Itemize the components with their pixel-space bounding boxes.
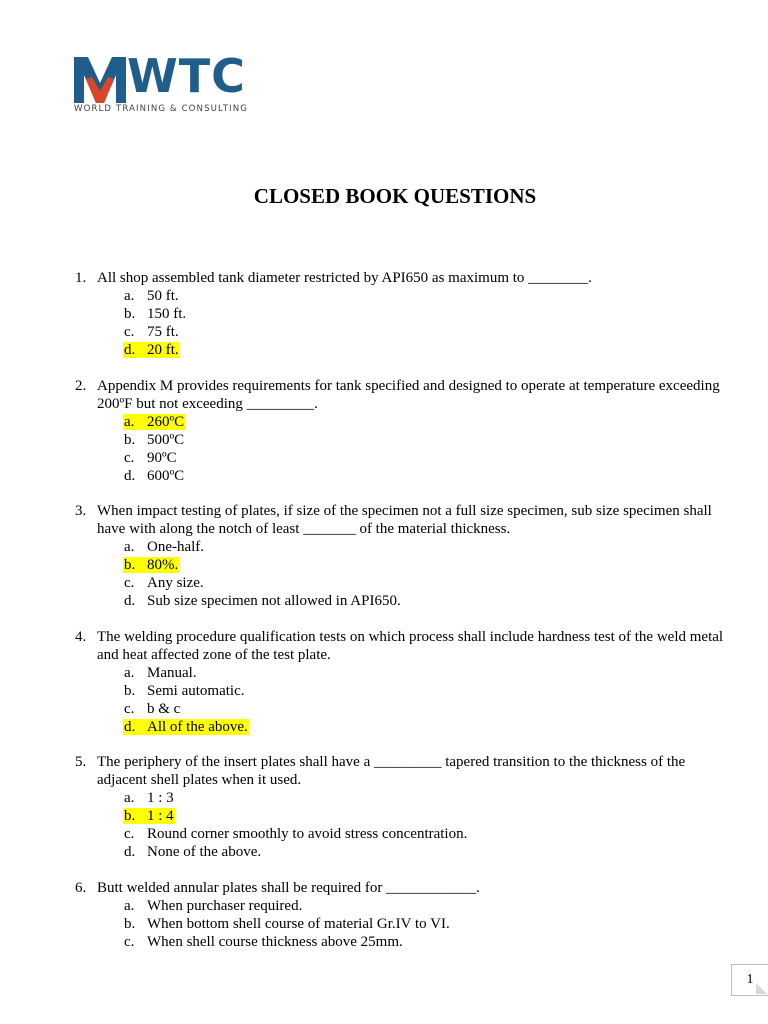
answer-option: [0, 556, 768, 574]
answer-option: [0, 664, 768, 682]
option-text: Round corner smoothly to avoid stress concentration.: [147, 826, 468, 842]
answer-option: [0, 825, 768, 843]
answer-option: [0, 933, 768, 951]
option-text: All of the above.: [147, 718, 248, 735]
option-letter: b.: [124, 431, 136, 448]
logo-text: WTC: [127, 49, 246, 103]
option-text: 1 : 3: [147, 790, 174, 806]
wtc-logo: [74, 49, 264, 117]
answer-option: [0, 592, 768, 610]
answer-option: [0, 413, 768, 431]
option-text: 20 ft.: [147, 342, 179, 358]
answer-option: [0, 807, 768, 825]
answer-option: [0, 449, 768, 467]
answer-option: [0, 843, 768, 861]
option-text: b & c: [147, 700, 181, 717]
answer-option: [0, 538, 768, 556]
page-number: 1: [731, 964, 768, 996]
question-number: 2.: [75, 377, 87, 394]
option-text: 50 ft.: [147, 288, 179, 304]
question-item: [0, 269, 768, 359]
option-text: 90ºC: [147, 449, 177, 466]
option-text: 1 : 4: [147, 808, 174, 824]
page-curl-icon: [756, 983, 767, 994]
option-letter: a.: [124, 539, 135, 555]
option-letter: b.: [124, 682, 136, 699]
option-letter: d.: [124, 342, 136, 358]
option-letter: c.: [124, 449, 135, 466]
option-text: One-half.: [147, 539, 205, 555]
question-text: The welding procedure qualification tests on which process shall include hardness test of the weld metal and heat affected zone of the test plate.: [97, 628, 724, 663]
option-letter: b.: [124, 557, 136, 573]
option-text: When shell course thickness above 25mm.: [147, 933, 403, 950]
question-text: When impact testing of plates, if size of the specimen not a full size specimen, sub size specimen shall have with along the notch of least _______ of the material thickness.: [97, 503, 712, 537]
option-letter: d.: [124, 593, 136, 609]
question-number: 5.: [75, 754, 87, 770]
question-text: The periphery of the insert plates shall have a _________ tapered transition to the thickness of the adjacent shell plates when it used.: [97, 754, 686, 788]
wtc-logo-mark-icon: [74, 57, 126, 103]
answer-option: [0, 718, 768, 736]
option-letter: c.: [124, 826, 135, 842]
option-letter: b.: [124, 915, 136, 932]
option-letter: b.: [124, 306, 136, 322]
option-letter: c.: [124, 933, 135, 950]
answer-option: [0, 915, 768, 933]
question-stem: [0, 502, 768, 538]
option-text: 150 ft.: [147, 306, 187, 322]
question-number: 6.: [75, 879, 87, 896]
option-text: 260ºC: [147, 413, 185, 430]
logo-tagline: WORLD TRAINING & CONSULTING: [74, 104, 248, 114]
question-number: 3.: [75, 503, 87, 519]
option-text: 600ºC: [147, 467, 185, 484]
answer-option: [0, 323, 768, 341]
question-item: [0, 628, 768, 736]
option-letter: d.: [124, 718, 136, 735]
question-stem: [0, 269, 768, 287]
question-item: [0, 377, 768, 485]
option-letter: d.: [124, 467, 136, 484]
answer-option: [0, 789, 768, 807]
option-letter: b.: [124, 808, 136, 824]
answer-option: [0, 700, 768, 718]
answer-option: [0, 897, 768, 915]
question-item: [0, 753, 768, 861]
option-letter: a.: [124, 664, 135, 681]
question-stem: [0, 753, 768, 789]
page-title: CLOSED BOOK QUESTIONS: [253, 184, 537, 208]
answer-option: [0, 682, 768, 700]
question-number: 4.: [75, 628, 87, 645]
answer-option: [0, 287, 768, 305]
option-letter: a.: [124, 413, 135, 430]
question-list: [0, 269, 768, 968]
question-text: Butt welded annular plates shall be required for ____________.: [97, 879, 480, 896]
option-text: 75 ft.: [147, 324, 179, 340]
option-letter: d.: [124, 844, 136, 860]
option-letter: c.: [124, 324, 135, 340]
option-text: Semi automatic.: [147, 682, 245, 699]
option-text: When bottom shell course of material Gr.IV to VI.: [147, 915, 450, 932]
option-letter: a.: [124, 288, 135, 304]
option-text: When purchaser required.: [147, 897, 303, 914]
option-letter: c.: [124, 700, 135, 717]
option-text: Any size.: [147, 575, 204, 591]
option-letter: a.: [124, 790, 135, 806]
question-stem: [0, 377, 768, 413]
question-number: 1.: [75, 270, 87, 286]
option-text: 500ºC: [147, 431, 185, 448]
question-item: [0, 502, 768, 610]
option-text: None of the above.: [147, 844, 262, 860]
question-stem: [0, 628, 768, 664]
option-text: Manual.: [147, 664, 197, 681]
question-text: Appendix M provides requirements for tank specified and designed to operate at temperature exceeding 200ºF but not exceeding _________.: [97, 377, 720, 412]
option-letter: a.: [124, 897, 135, 914]
answer-option: [0, 467, 768, 485]
answer-option: [0, 305, 768, 323]
answer-option: [0, 431, 768, 449]
question-item: [0, 879, 768, 951]
answer-option: [0, 341, 768, 359]
question-stem: [0, 879, 768, 897]
option-text: Sub size specimen not allowed in API650.: [147, 593, 401, 609]
option-text: 80%.: [147, 557, 179, 573]
option-letter: c.: [124, 575, 135, 591]
question-text: All shop assembled tank diameter restricted by API650 as maximum to ________.: [97, 270, 592, 286]
answer-option: [0, 574, 768, 592]
